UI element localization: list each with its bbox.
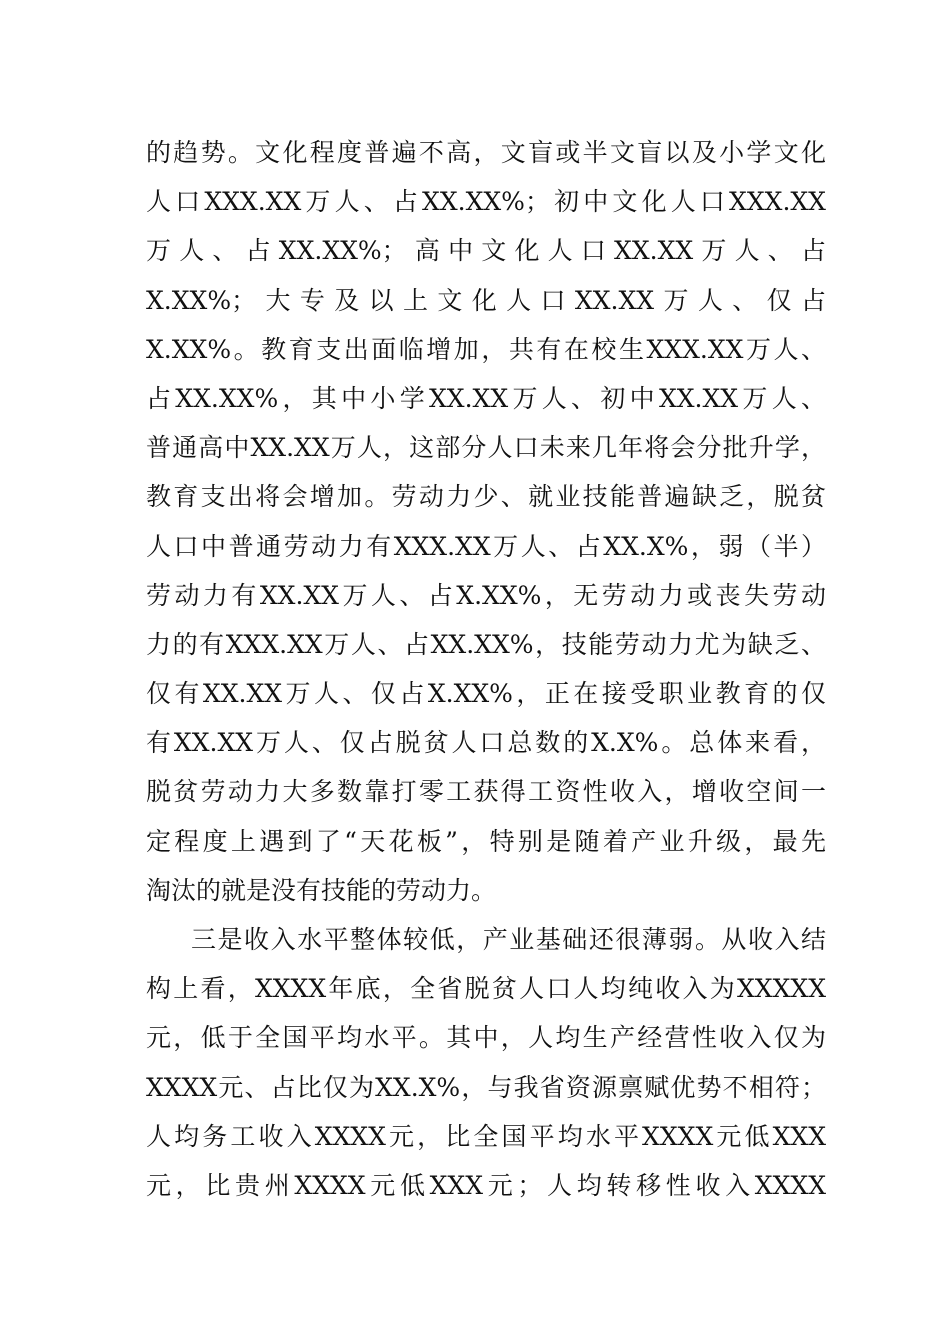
text-line: X.XX%；大专及以上文化人口XX.XX万人、仅占 — [146, 285, 826, 315]
text-line: 普通高中XX.XX万人，这部分人口未来几年将会分批升学， — [146, 433, 826, 463]
text-line-first: 三是收入水平整体较低，产业基础还很薄弱。从收入结 — [191, 925, 826, 954]
body-text — [146, 128, 826, 1210]
text-line: XXXX元、占比仅为XX.X%，与我省资源禀赋优势不相符； — [146, 1072, 826, 1102]
text-line: 脱贫劳动力大多数靠打零工获得工资性收入，增收空间一 — [146, 777, 826, 807]
text-line: 元，比贵州XXXX元低XXX元；人均转移性收入XXXX — [146, 1170, 826, 1200]
text-line: 人口XXX.XX万人、占XX.XX%；初中文化人口XXX.XX — [146, 187, 826, 217]
text-line: 占XX.XX%，其中小学XX.XX万人、初中XX.XX万人、 — [146, 383, 826, 413]
text-line: 劳动力有XX.XX万人、占X.XX%，无劳动力或丧失劳动 — [146, 580, 826, 610]
text-line: X.XX%。教育支出面临增加，共有在校生XXX.XX万人、 — [146, 334, 826, 364]
paragraph-2 — [146, 915, 826, 1210]
text-line: 教育支出将会增加。劳动力少、就业技能普遍缺乏，脱贫 — [146, 482, 826, 512]
text-line-last: 淘汰的就是没有技能的劳动力。 — [146, 875, 497, 905]
text-line: 仅有XX.XX万人、仅占X.XX%，正在接受职业教育的仅 — [146, 679, 826, 709]
text-line: 定程度上遇到了“天花板”，特别是随着产业升级，最先 — [146, 826, 826, 856]
text-line: 构上看，XXXX年底，全省脱贫人口人均纯收入为XXXXX — [146, 974, 826, 1004]
text-line: 有XX.XX万人、仅占脱贫人口总数的X.X%。总体来看， — [146, 728, 826, 758]
text-line: 万人、占XX.XX%；高中文化人口XX.XX万人、占 — [146, 236, 826, 266]
paragraph-1 — [146, 128, 826, 915]
text-line: 人均务工收入XXXX元，比全国平均水平XXXX元低XXX — [146, 1121, 826, 1151]
text-line: 力的有XXX.XX万人、占XX.XX%，技能劳动力尤为缺乏、 — [146, 629, 826, 659]
text-line: 的趋势。文化程度普遍不高，文盲或半文盲以及小学文化 — [146, 138, 826, 167]
text-line: 元，低于全国平均水平。其中，人均生产经营性收入仅为 — [146, 1023, 826, 1053]
text-line: 人口中普通劳动力有XXX.XX万人、占XX.X%，弱（半） — [146, 531, 826, 561]
